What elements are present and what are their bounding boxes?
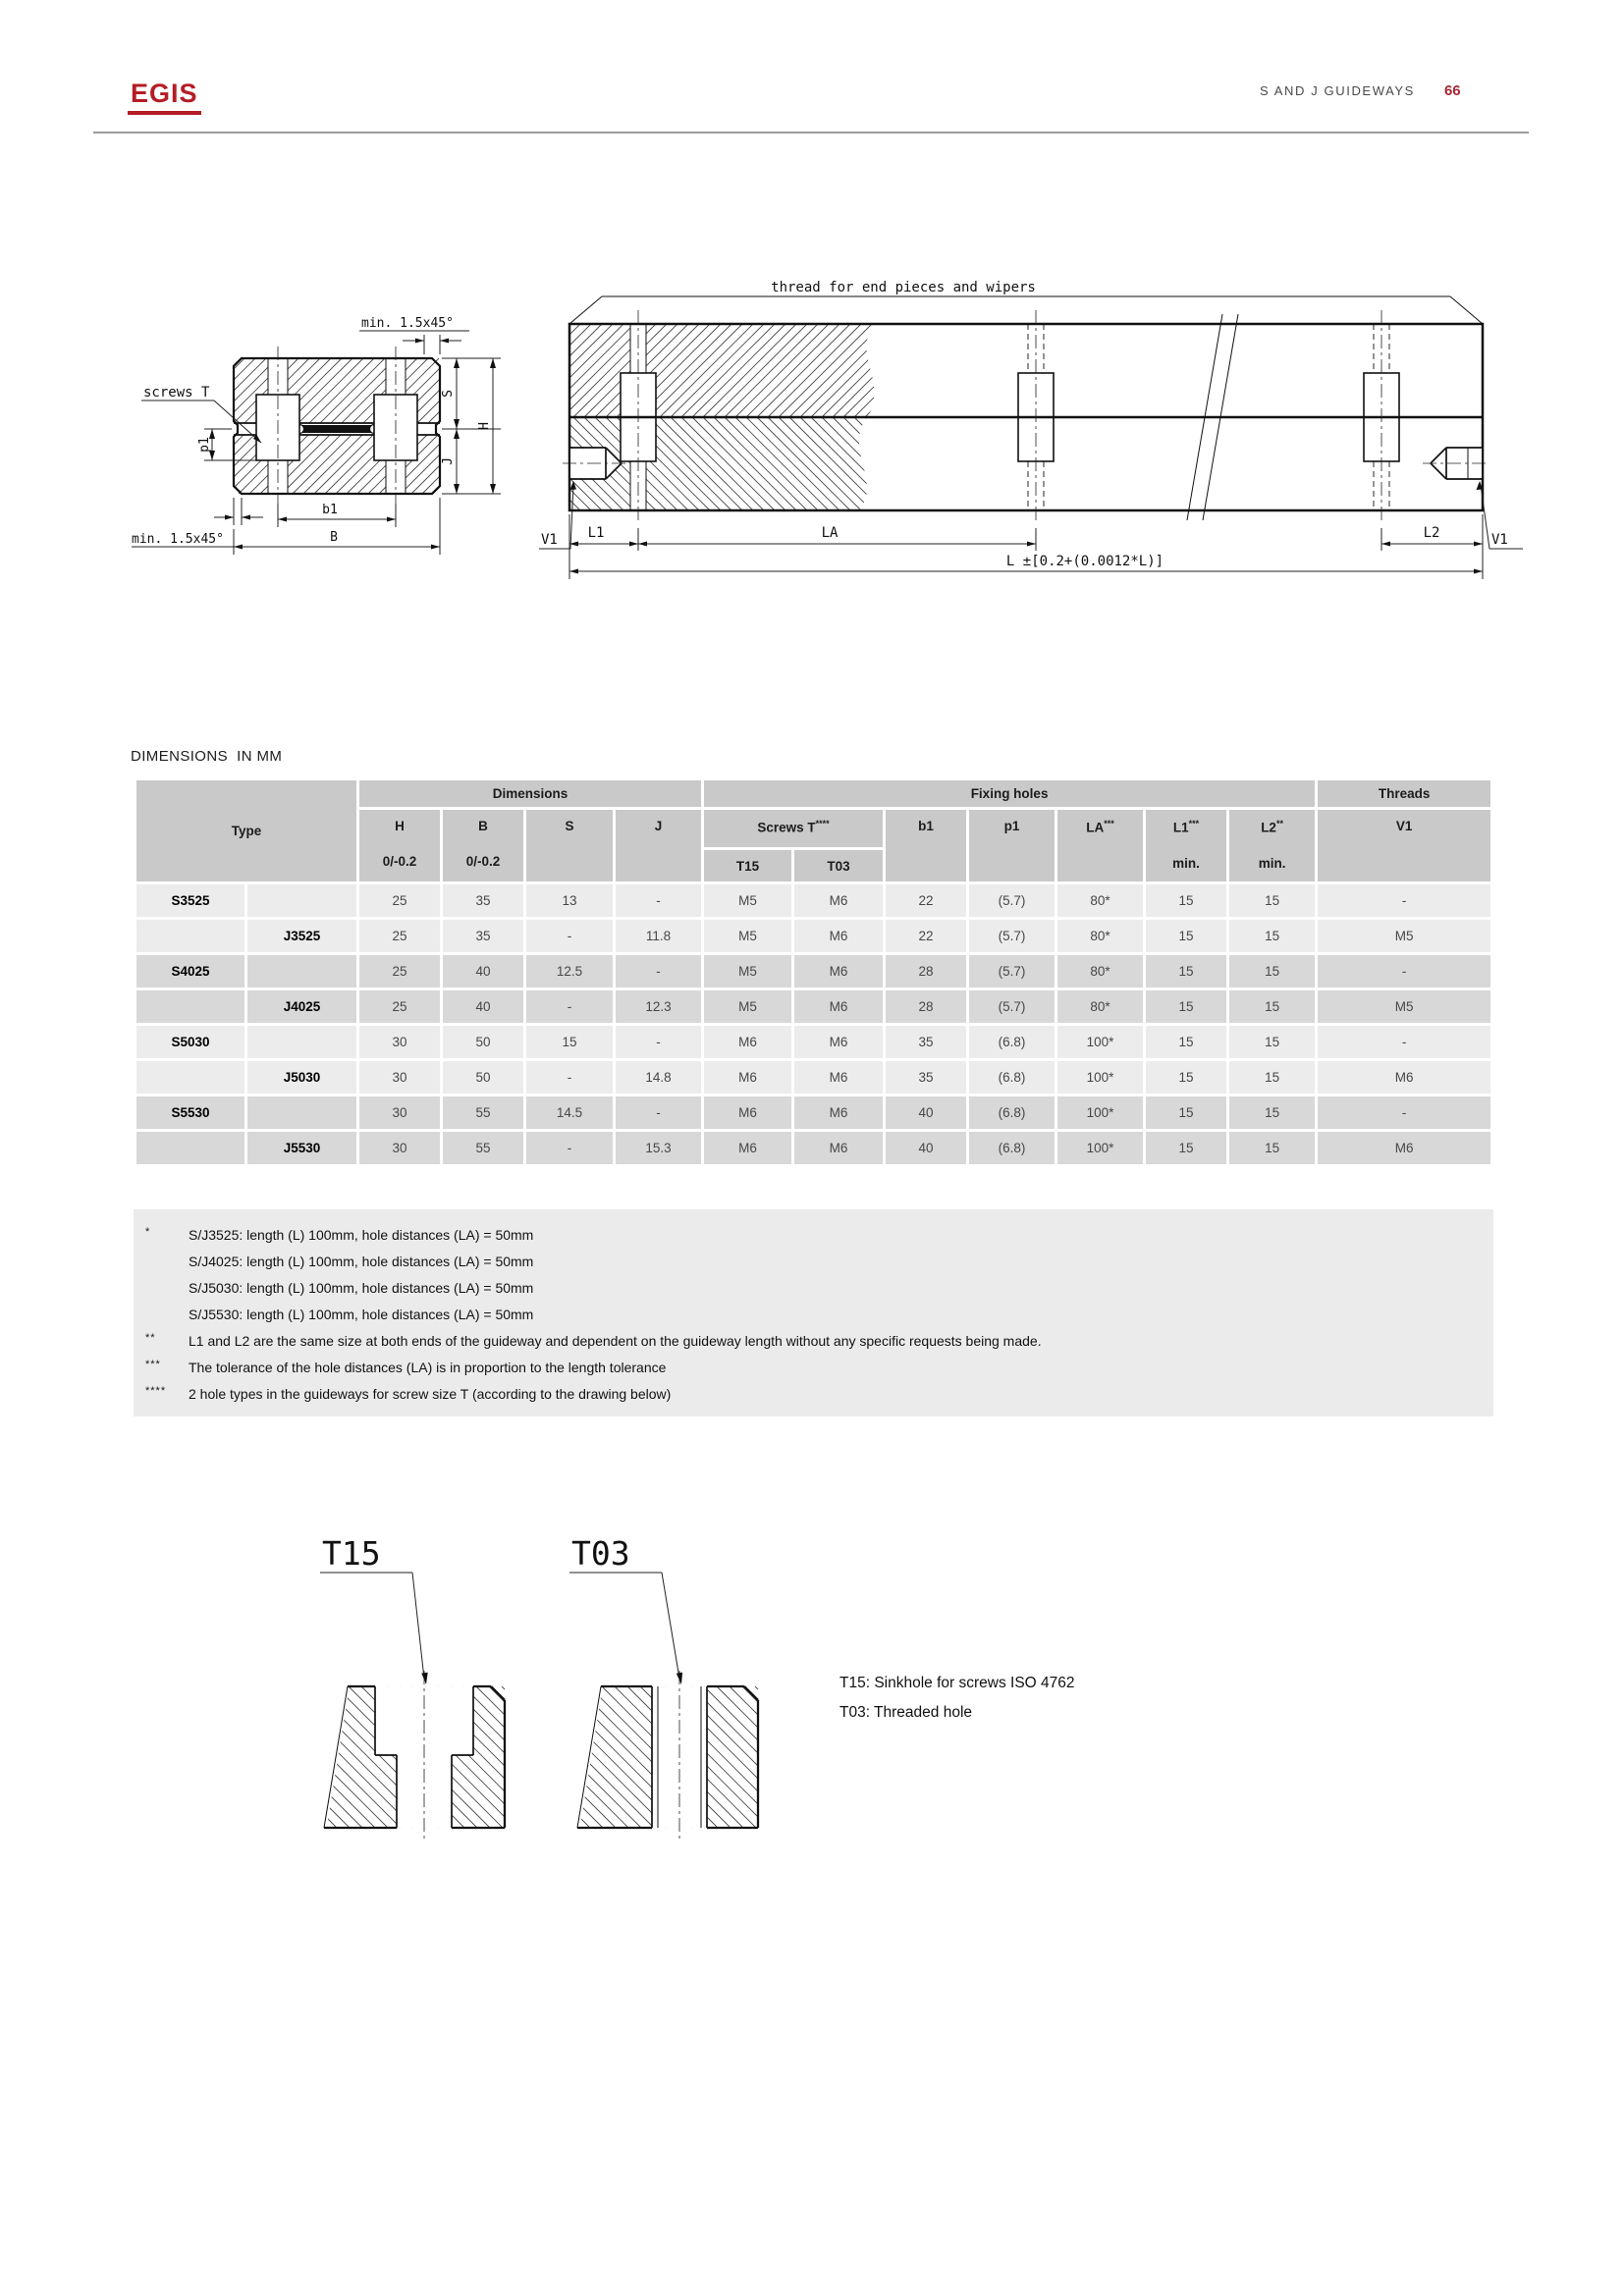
seal-section bbox=[299, 425, 374, 433]
col-l2: L2** min. bbox=[1229, 810, 1315, 881]
thread-note: thread for end pieces and wipers bbox=[771, 280, 1036, 295]
table-row: S5030 30 50 15 - M6 M6 35 (6.8) 100* 15 15 - bbox=[136, 1026, 1490, 1058]
chamfer-top-label: min. 1.5x45° bbox=[361, 316, 454, 331]
dimensions-table bbox=[134, 777, 1493, 1167]
col-j: J bbox=[616, 810, 701, 881]
dim-L-formula: L ±[0.2+(0.0012*L)] bbox=[1005, 554, 1164, 569]
dim-L2: L2 bbox=[1423, 525, 1440, 541]
group-dimensions: Dimensions bbox=[359, 780, 701, 807]
dim-L1: L1 bbox=[587, 525, 605, 541]
col-la: LA*** bbox=[1057, 810, 1143, 881]
t15-hole-drawing bbox=[277, 1512, 532, 1841]
table-title: DIMENSIONS IN MM bbox=[131, 748, 283, 765]
col-l1: L1*** min. bbox=[1146, 810, 1226, 881]
dim-LA: LA bbox=[821, 525, 839, 541]
table-row: J3525 25 35 - 11.8 M5 M6 22 (5.7) 80* 15 15 M5 bbox=[136, 920, 1490, 952]
col-s: S bbox=[526, 810, 613, 881]
col-p1: p1 bbox=[969, 810, 1055, 881]
table-row: S3525 25 35 13 - M5 M6 22 (5.7) 80* 15 15 - bbox=[136, 884, 1490, 917]
col-b1: b1 bbox=[886, 810, 966, 881]
table-row: S5530 30 55 14.5 - M6 M6 40 (6.8) 100* 15 15 - bbox=[136, 1096, 1490, 1129]
chamfer-bottom-label: min. 1.5x45° bbox=[132, 532, 224, 547]
footnote-line: ** L1 and L2 are the same size at both ends of the guideway and dependent on the guideway length without any specific requests being made. bbox=[145, 1332, 1042, 1349]
footnote-line: * S/J3525: length (L) 100mm, hole distances (LA) = 50mm bbox=[145, 1226, 534, 1243]
table-row: S4025 25 40 12.5 - M5 M6 28 (5.7) 80* 15 15 - bbox=[136, 955, 1490, 988]
footnote-line: *** The tolerance of the hole distances (LA) is in proportion to the length tolerance bbox=[145, 1359, 667, 1375]
t03-hole-drawing bbox=[526, 1512, 782, 1841]
footnote-line: S/J4025: length (L) 100mm, hole distances (LA) = 50mm bbox=[189, 1254, 534, 1269]
table-row: J4025 25 40 - 12.3 M5 M6 28 (5.7) 80* 15 15 M5 bbox=[136, 990, 1490, 1023]
hole-type-descriptions bbox=[839, 1669, 1075, 1728]
dim-b1: b1 bbox=[322, 503, 338, 517]
dim-J: J bbox=[441, 457, 456, 465]
col-h: H 0/-0.2 bbox=[359, 810, 440, 881]
dim-B: B bbox=[330, 530, 338, 545]
header-right bbox=[1260, 82, 1461, 99]
egis-logo: EGIS bbox=[128, 79, 201, 115]
page-number: 66 bbox=[1443, 82, 1461, 99]
col-b: B 0/-0.2 bbox=[443, 810, 523, 881]
dim-S: S bbox=[441, 390, 456, 398]
v1-left-label: V1 bbox=[541, 532, 558, 548]
footnote-line: S/J5530: length (L) 100mm, hole distances (LA) = 50mm bbox=[189, 1307, 534, 1322]
table-row: J5530 30 55 - 15.3 M6 M6 40 (6.8) 100* 15 15 M6 bbox=[136, 1132, 1490, 1164]
col-screws: Screws T**** bbox=[704, 810, 883, 847]
cross-section-drawing bbox=[116, 280, 528, 614]
t03-drawing-label: T03 bbox=[571, 1534, 630, 1573]
screws-t-label: screws T bbox=[143, 385, 210, 400]
col-v1: V1 bbox=[1318, 810, 1490, 881]
side-view-drawing bbox=[535, 253, 1532, 597]
group-threads: Threads bbox=[1318, 780, 1490, 807]
t15-drawing-label: T15 bbox=[322, 1534, 381, 1573]
footnotes bbox=[134, 1209, 1493, 1416]
table-row: J5030 30 50 - 14.8 M6 M6 35 (6.8) 100* 15 15 M6 bbox=[136, 1061, 1490, 1094]
dim-H: H bbox=[477, 422, 492, 430]
v1-right-label: V1 bbox=[1491, 532, 1508, 548]
footnote-line: S/J5030: length (L) 100mm, hole distances (LA) = 50mm bbox=[189, 1280, 534, 1296]
col-t15: T15 bbox=[704, 850, 791, 881]
col-type: Type bbox=[136, 780, 356, 881]
header-rule bbox=[93, 132, 1529, 133]
dim-p1: p1 bbox=[197, 437, 212, 453]
t03-description: T03: Threaded hole bbox=[839, 1704, 973, 1721]
t15-description: T15: Sinkhole for screws ISO 4762 bbox=[839, 1675, 1075, 1691]
section-title: S AND J GUIDEWAYS bbox=[1260, 83, 1415, 98]
group-fixing-holes: Fixing holes bbox=[704, 780, 1315, 807]
footnote-line: **** 2 hole types in the guideways for screw size T (according to the drawing below) bbox=[145, 1385, 672, 1402]
col-t03: T03 bbox=[794, 850, 883, 881]
